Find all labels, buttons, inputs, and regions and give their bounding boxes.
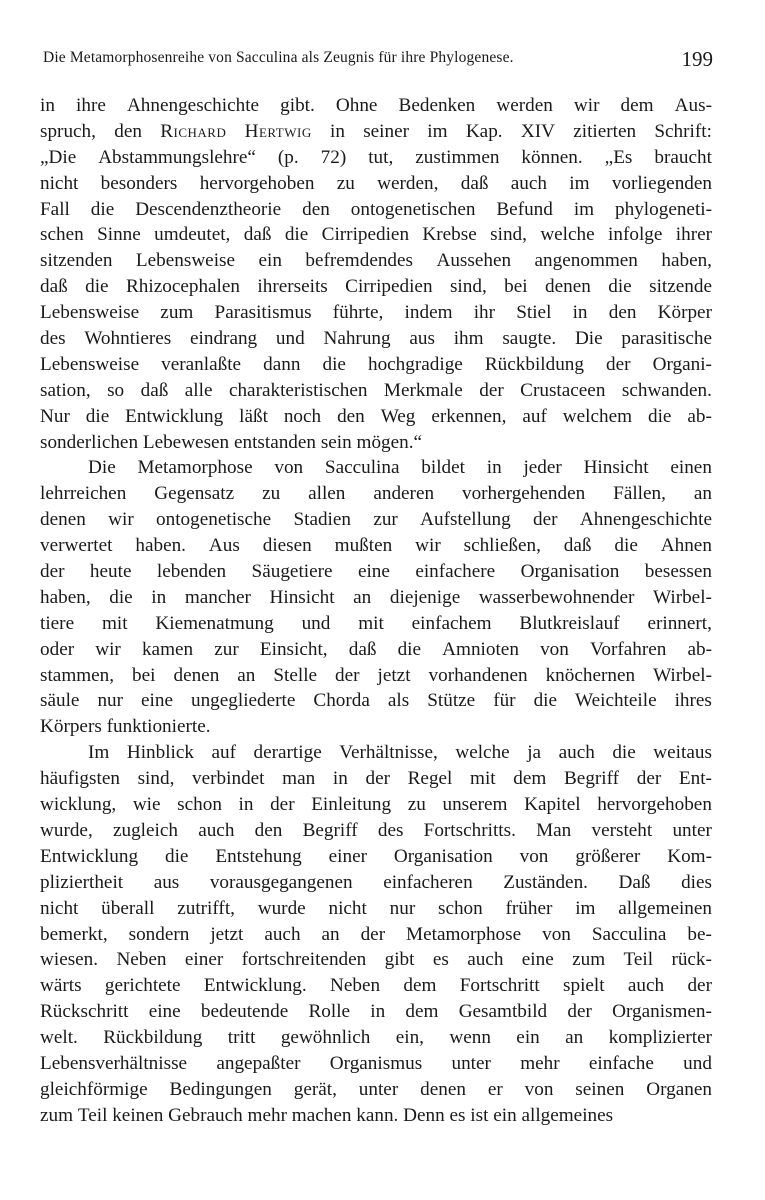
- paragraph: [40, 93, 712, 455]
- text-line: Im Hinblick auf derartige Verhältnisse, welche ja auch die weitaus: [88, 742, 712, 764]
- paragraph: [40, 455, 712, 740]
- text-line: häufigsten sind, verbindet man in der Regel mit dem Begriff der Ent-: [40, 768, 712, 790]
- text-line: nicht besonders hervorgehoben zu werden, daß auch im vorliegenden: [40, 172, 712, 194]
- text-line: Nur die Entwicklung läßt noch den Weg erkennen, auf welchem die ab-: [40, 405, 712, 427]
- text-line: wurde, zugleich auch den Begriff des Fortschritts. Man versteht unter: [40, 819, 712, 841]
- text-line: Entwicklung die Entstehung einer Organisation von größerer Kom-: [40, 845, 712, 867]
- text-line: Fall die Descendenztheorie den ontogenetischen Befund im phylogeneti-: [40, 198, 712, 220]
- text-line: haben, die in mancher Hinsicht an diejenige wasserbewohnender Wirbel-: [40, 586, 712, 608]
- text-line: sation, so daß alle charakteristischen Merkmale der Crustaceen schwanden.: [40, 379, 712, 401]
- text-line: denen wir ontogenetische Stadien zur Aufstellung der Ahnengeschichte: [40, 509, 712, 531]
- text-line: Körpers funktionierte.: [40, 716, 211, 738]
- text-line: stammen, bei denen an Stelle der jetzt vorhandenen knöchernen Wirbel-: [40, 664, 712, 686]
- page-body: [40, 93, 712, 1129]
- text-line: gleichförmige Bedingungen gerät, unter denen er von seinen Organen: [40, 1078, 712, 1100]
- text-line: nicht überall zutrifft, wurde nicht nur schon früher im allgemeinen: [40, 897, 712, 919]
- text-line: des Wohntieres eindrang und Nahrung aus ihm saugte. Die parasitische: [40, 328, 712, 350]
- text-line: lehrreichen Gegensatz zu allen anderen vorhergehenden Fällen, an: [40, 483, 712, 505]
- text-line: sitzenden Lebensweise ein befremdendes Aussehen angenommen haben,: [40, 250, 712, 272]
- text-line: sonderlichen Lebewesen entstanden sein mögen.“: [40, 431, 423, 453]
- text-line: in ihre Ahnengeschichte gibt. Ohne Bedenken werden wir dem Aus-: [40, 95, 712, 116]
- text-line: Lebensweise zum Parasitismus führte, indem ihr Stiel in den Körper: [40, 302, 712, 324]
- text-line: wiesen. Neben einer fortschreitenden gibt es auch eine zum Teil rück-: [40, 949, 712, 971]
- page-number: 199: [681, 47, 713, 71]
- text-line: „Die Abstammungslehre“ (p. 72) tut, zustimmen können. „Es braucht: [40, 146, 712, 168]
- text-line: Lebensverhältnisse angepaßter Organismus unter mehr einfache und: [40, 1052, 712, 1074]
- page-header: [43, 44, 713, 80]
- text-line: zum Teil keinen Gebrauch mehr machen kann. Denn es ist ein allgemeines: [40, 1104, 614, 1126]
- text-line: wicklung, wie schon in der Einleitung zu unserem Kapitel hervorgehoben: [40, 794, 712, 816]
- paragraph: [40, 740, 712, 1128]
- text-line: säule nur eine ungegliederte Chorda als Stütze für die Weichteile ihres: [40, 690, 712, 712]
- text-line: der heute lebenden Säugetiere eine einfachere Organisation besessen: [40, 561, 712, 583]
- text-line: daß die Rhizocephalen ihrerseits Cirripedien sind, bei denen die sitzende: [40, 276, 712, 298]
- text-line: welt. Rückbildung tritt gewöhnlich ein, wenn ein an komplizierter: [40, 1027, 712, 1049]
- text-line: Die Metamorphose von Sacculina bildet in jeder Hinsicht einen: [88, 457, 712, 479]
- text-line: wärts gerichtete Entwicklung. Neben dem Fortschritt spielt auch der: [40, 975, 712, 997]
- running-head: Die Metamorphosenreihe von Sacculina als Zeugnis für ihre Phylogenese.: [43, 49, 514, 66]
- text-line: oder wir kamen zur Einsicht, daß die Amnioten von Vorfahren ab-: [40, 638, 712, 660]
- text-line: Rückschritt eine bedeutende Rolle in dem Gesamtbild der Organismen-: [40, 1001, 712, 1023]
- text-line: schen Sinne umdeutet, daß die Cirripedien Krebse sind, welche infolge ihrer: [40, 224, 712, 246]
- text-line: pliziertheit aus vorausgegangenen einfacheren Zuständen. Daß dies: [40, 871, 712, 893]
- text-line: Lebensweise veranlaßte dann die hochgradige Rückbildung der Organi-: [40, 353, 712, 375]
- text-line: spruch, den Richard Hertwig in seiner im Kap. XIV zitierten Schrift:: [40, 120, 712, 142]
- text-line: bemerkt, sondern jetzt auch an der Metamorphose von Sacculina be-: [40, 923, 712, 945]
- text-line: tiere mit Kiemenatmung und mit einfachem Blutkreislauf erinnert,: [40, 612, 712, 634]
- text-line: verwertet haben. Aus diesen mußten wir schließen, daß die Ahnen: [40, 535, 712, 557]
